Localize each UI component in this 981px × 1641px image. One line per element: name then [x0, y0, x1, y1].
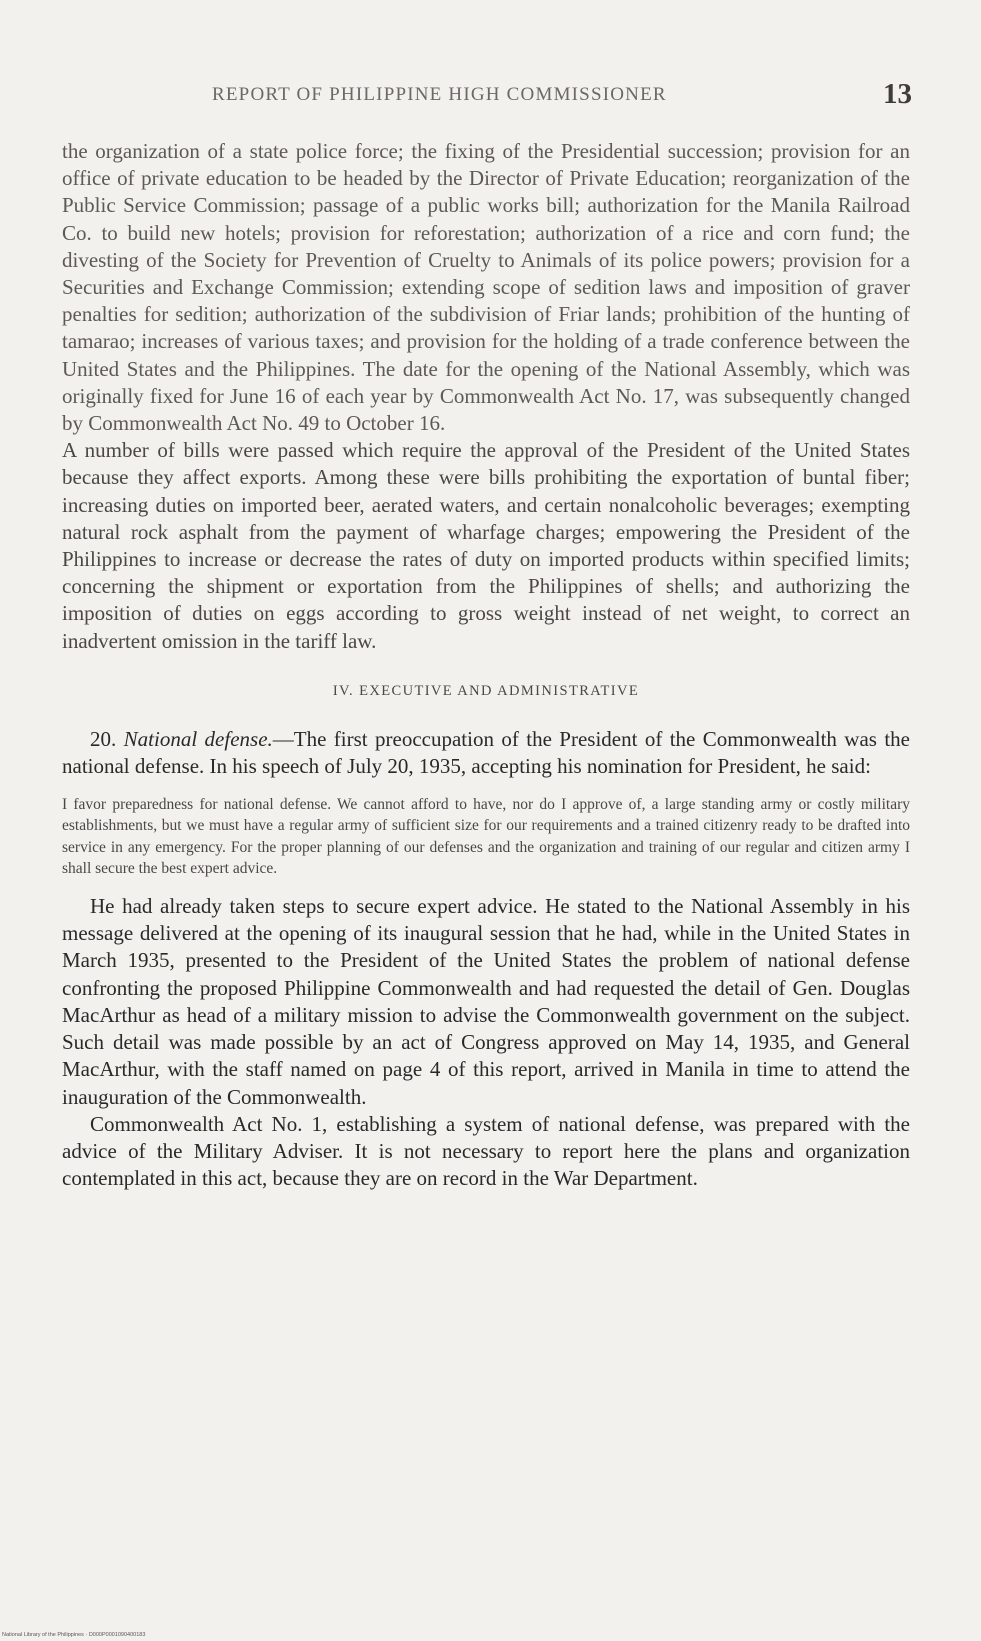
paragraph-title: National defense. — [123, 726, 273, 751]
paragraph-national-defense-text: —The first preoccupation of the President of the Commonwealth was the national defense. In his speech of July 20, 1935, accepting his nomination for President, he said: — [62, 726, 910, 779]
paragraph-commonwealth-act: Commonwealth Act No. 1, establishing a system of national defense, was prepared with the advice of the Military Adviser. It is not necessary to report here the plans and organization contemplated in this act, because they are on record in the War Department. — [62, 1111, 910, 1191]
page-number: 13 — [883, 78, 912, 110]
block-quote: I favor preparedness for national defense. We cannot afford to have, nor do I approve of, a large standing army or costly military establishments, but we must have a regular army of sufficient size for our requirements and a trained citizenry ready to be drafted into service in any emergency. For the proper planning of our defenses and the organization and training of our regular and citizen army I shall secure the best expert advice. — [62, 796, 910, 877]
body-text — [62, 138, 910, 1192]
section-heading: IV. EXECUTIVE AND ADMINISTRATIVE — [332, 682, 640, 699]
running-head: REPORT OF PHILIPPINE HIGH COMMISSIONER — [212, 84, 667, 105]
paragraph-national-defense — [62, 726, 910, 780]
paragraph-number: 20. — [90, 726, 117, 751]
paragraph-export-bills — [62, 437, 910, 655]
paragraph-expert-advice: He had already taken steps to secure expert advice. He stated to the National Assembly in his message delivered at the opening of its inaugural session that he had, while in the United States in March 1935, presented to the President of the United States the problem of national defense confronting the proposed Philippine Commonwealth and had requested the detail of Gen. Douglas MacArthur as head of a military mission to advise the Commonwealth government on the subject. Such detail was made possible by an act of Congress approved on May 14, 1935, and General MacArthur, with the staff named on page 4 of this report, arrived in Manila in time to attend the inauguration of the Commonwealth. — [62, 894, 910, 1109]
page-header — [62, 78, 912, 112]
paragraph-legislation-list: the organization of a state police force; the fixing of the Presidential succession; provision for an office of private education to be headed by the Director of Private Education; reorganization of the Public Service Commission; passage of a public works bill; authorization for the Manila Railroad Co. to build new hotels; provision for reforestation; authorization of a rice and corn fund; the divesting of the Society for Prevention of Cruelty to Animals of its police powers; provision for a Securities and Exchange Commission; extending scope of sedition laws and imposition of graver penalties for sedition; authorization of the subdivision of Friar lands; prohibition of the hunting of tamarao; increases of various taxes; and provision for the holding of a trade conference between the United States and the Philippines. The date for the opening of the National Assembly, which was originally fixed for June 16 of each year by Commonwealth Act No. 17, was subsequently changed by Commonwealth Act No. 49 to October 16. — [62, 139, 910, 436]
paragraph-export-bills-text: A number of bills were passed which require the approval of the President of the United States because they affect exports. Among these were bills prohibiting the exportation of buntal fiber; increasing duties on imported beer, aerated waters, and certain nonalcoholic beverages; exempting natural rock asphalt from the payment of wharfage charges; empowering the President of the Philippines to increase or decrease the rates of duty on imported products within specified limits; concerning the shipment or exportation from the Philippines of shells; and authorizing the imposition of duties on eggs according to gross weight instead of net weight, to correct an inadvertent omission in the tariff law. — [62, 438, 910, 653]
footer-watermark: National Library of the Philippines · D000P0001090400183 — [2, 1632, 146, 1638]
